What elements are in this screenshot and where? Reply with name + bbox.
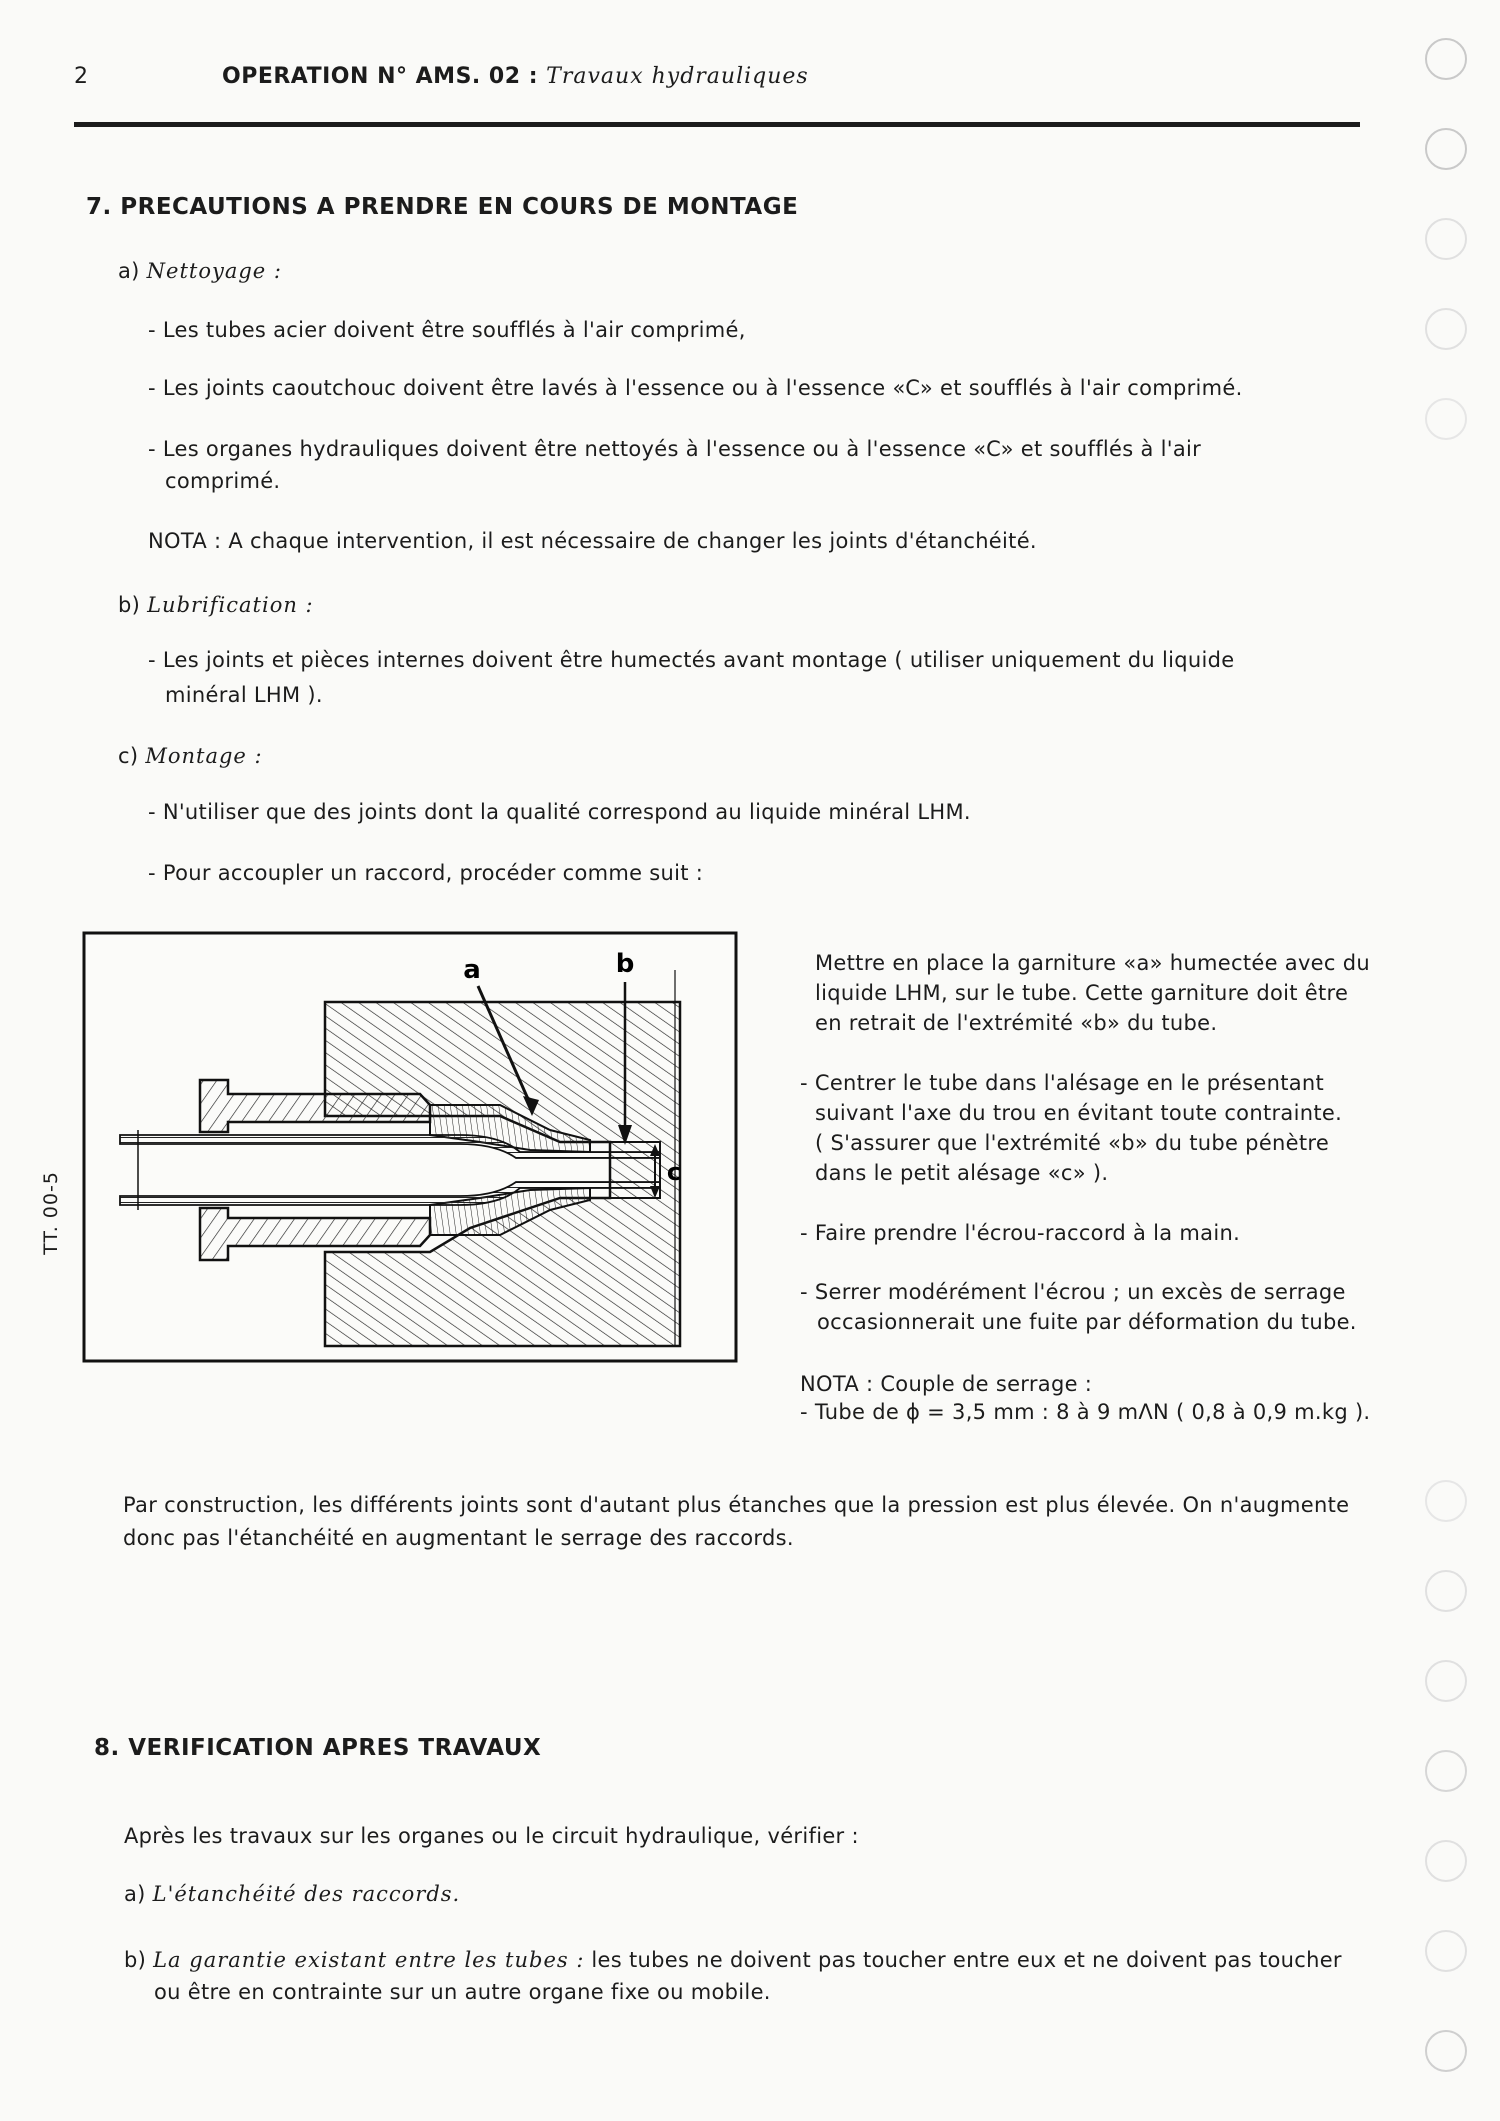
check-title: L'étanchéité des raccords. [152,1882,461,1906]
label-c: c [666,1158,682,1186]
label-b: b [615,949,635,979]
list-item: - Les organes hydrauliques doivent être nettoyés à l'essence ou à l'essence «C» et soufflés à l'air [148,437,1202,461]
check-prefix: b) [124,1948,154,1972]
torque-value: - Tube de ϕ = 3,5 mm : 8 à 9 mΛN ( 0,8 à 0,9 m.kg ). [800,1400,1371,1424]
header-rule [74,122,1360,127]
binder-hole [1425,38,1467,80]
section-8-intro: Après les travaux sur les organes ou le circuit hydraulique, vérifier : [124,1824,859,1848]
list-item: - Les tubes acier doivent être soufflés à l'air comprimé, [148,318,746,342]
binder-hole [1425,1840,1467,1882]
check-item-a [124,1882,460,1906]
binder-hole [1425,308,1467,350]
binder-hole [1425,1570,1467,1612]
instruction-line: Mettre en place la garniture «a» humectée avec du [815,951,1370,975]
binder-hole [1425,1660,1467,1702]
subsection-prefix: c) [118,744,146,768]
subsection-title: Montage : [145,744,263,768]
subsection-a-heading [118,259,282,283]
check-title: La garantie existant entre les tubes : [153,1948,585,1972]
binder-hole [1425,128,1467,170]
subsection-b-heading [118,593,314,617]
list-item: - Les joints caoutchouc doivent être lavés à l'essence ou à l'essence «C» et soufflés à l'air comprimé. [148,376,1243,400]
list-item: - Les joints et pièces internes doivent être humectés avant montage ( utiliser uniquement du liquide [148,648,1235,672]
label-a: a [463,955,481,985]
check-item-b [124,1948,1342,1972]
list-item: - N'utiliser que des joints dont la qualité correspond au liquide minéral LHM. [148,800,971,824]
check-prefix: a) [124,1882,153,1906]
list-item-continuation: minéral LHM ). [165,683,323,707]
nota-text: NOTA : A chaque intervention, il est nécessaire de changer les joints d'étanchéité. [148,529,1037,553]
nota-torque: NOTA : Couple de serrage : [800,1372,1093,1396]
instruction-line: occasionnerait une fuite par déformation du tube. [817,1310,1357,1334]
instruction-line: liquide LHM, sur le tube. Cette garniture doit être [815,981,1349,1005]
page-number: 2 [74,64,88,89]
instruction-line: ( S'assurer que l'extrémité «b» du tube pénètre [815,1131,1330,1155]
instruction-line: - Serrer modérément l'écrou ; un excès de serrage [800,1280,1346,1304]
subsection-prefix: b) [118,593,148,617]
subsection-c-heading [118,744,263,768]
binder-hole [1425,218,1467,260]
binder-hole [1425,1750,1467,1792]
subsection-title: Nettoyage : [146,259,282,283]
check-item-b-continuation: ou être en contrainte sur un autre organe fixe ou mobile. [154,1980,771,2004]
operation-subtitle: Travaux hydrauliques [546,64,809,89]
closing-paragraph-line: donc pas l'étanchéité en augmentant le serrage des raccords. [123,1526,794,1550]
instruction-line: - Faire prendre l'écrou-raccord à la main. [800,1221,1241,1245]
subsection-prefix: a) [118,259,147,283]
operation-title: OPERATION N° AMS. 02 : [222,64,547,89]
fitting-cross-section-figure [80,930,740,1365]
list-item: - Pour accoupler un raccord, procéder comme suit : [148,861,704,885]
document-title [222,64,809,89]
binder-hole [1425,1930,1467,1972]
closing-paragraph-line: Par construction, les différents joints sont d'autant plus étanches que la pression est plus élevée. On n'augmente [123,1493,1350,1517]
section-7-title: 7. PRECAUTIONS A PRENDRE EN COURS DE MONTAGE [86,194,799,220]
binder-hole [1425,2030,1467,2072]
subsection-title: Lubrification : [147,593,314,617]
list-item-continuation: comprimé. [165,469,281,493]
instruction-line: dans le petit alésage «c» ). [815,1161,1109,1185]
check-text: les tubes ne doivent pas toucher entre eux et ne doivent pas toucher [584,1948,1342,1972]
binder-hole [1425,1480,1467,1522]
side-reference-code: TT. 00-5 [40,1171,62,1255]
instruction-line: en retrait de l'extrémité «b» du tube. [815,1011,1218,1035]
section-8-title: 8. VERIFICATION APRES TRAVAUX [94,1735,542,1761]
instruction-line: - Centrer le tube dans l'alésage en le présentant [800,1071,1325,1095]
instruction-line: suivant l'axe du trou en évitant toute contrainte. [815,1101,1343,1125]
binder-hole [1425,398,1467,440]
